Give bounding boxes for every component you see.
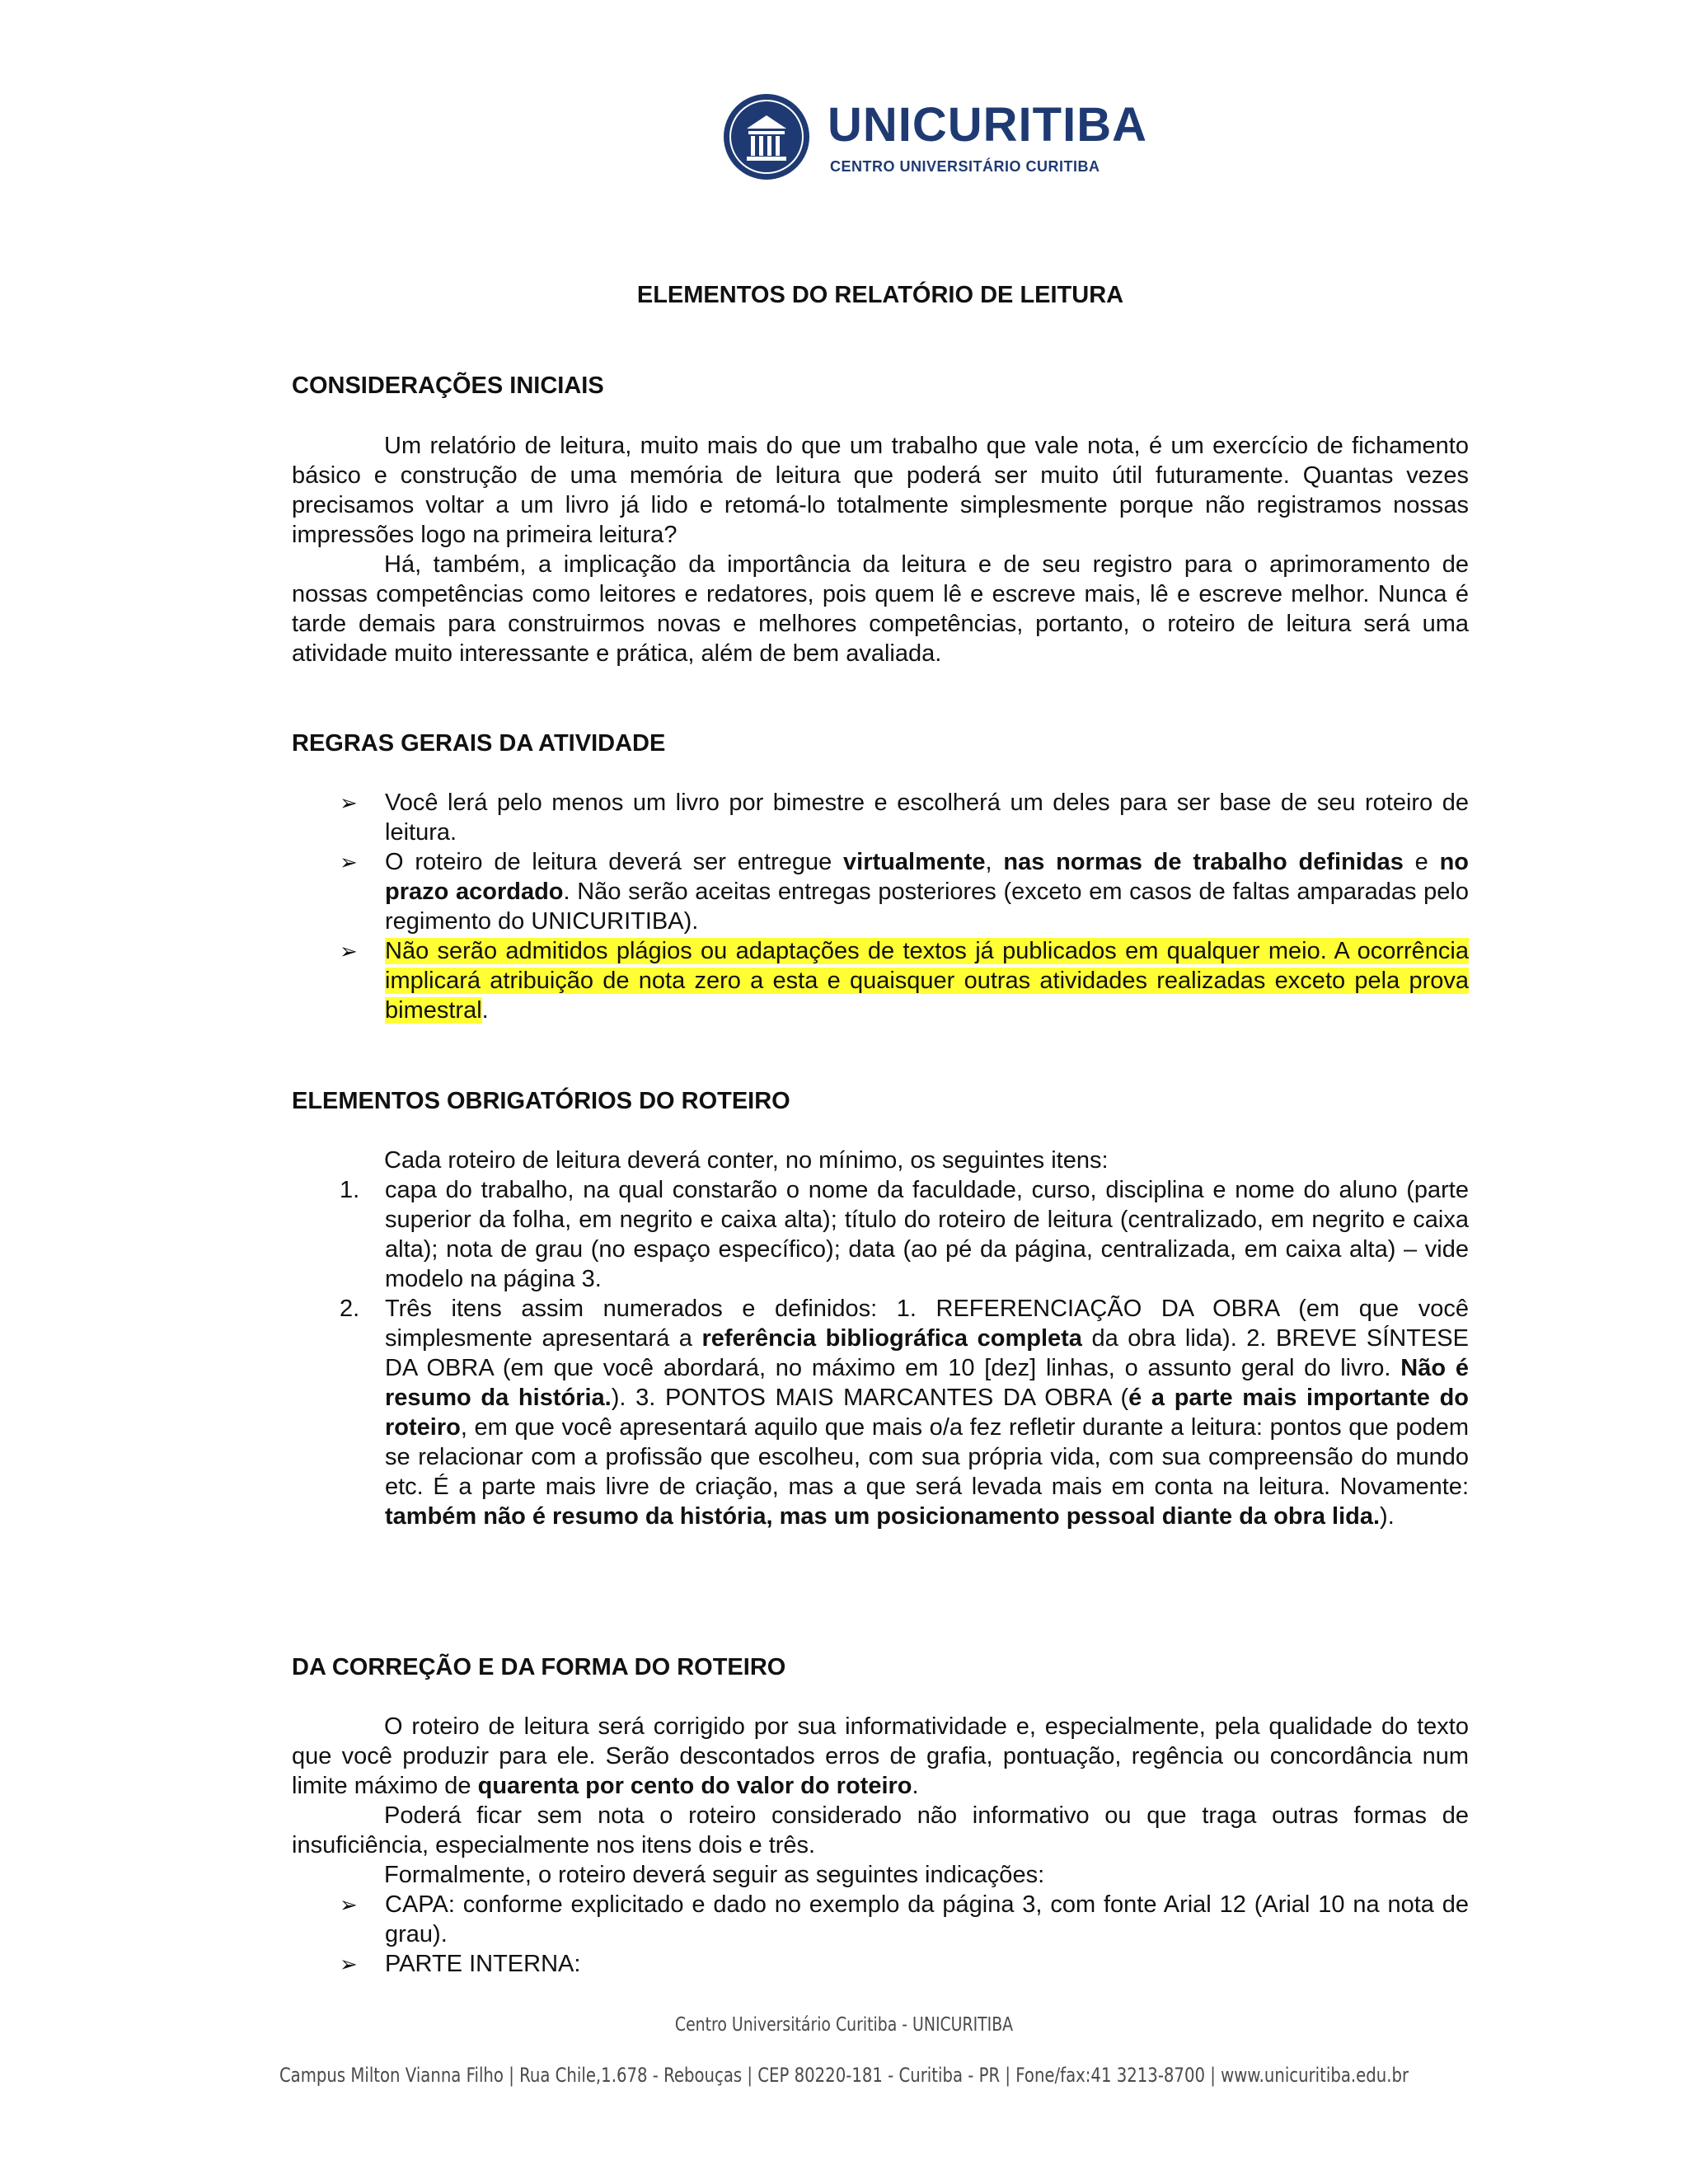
text-run: . Não serão aceitas entregas posteriores (exceto em casos de faltas amparadas pelo regimento do UNICURITIBA).	[385, 879, 1469, 935]
text-run-bold: é a parte mais importante do roteiro	[385, 1385, 1469, 1441]
text-run: e	[1403, 849, 1440, 875]
text-run: ).	[1380, 1503, 1395, 1530]
text-run: ). 3. PONTOS MAIS MARCANTES DA OBRA (	[611, 1385, 1129, 1411]
format-list	[292, 1890, 1469, 1979]
section-heading-consideracoes: CONSIDERAÇÕES INICIAIS	[292, 373, 604, 399]
list-item	[292, 1294, 1469, 1531]
list-item	[292, 1175, 1469, 1294]
text-run: O roteiro de leitura será corrigido por sua informatividade e, especialmente, pela qualidade do texto que você produzir para ele. Serão descontados erros de grafia, pontuação, regência ou concordância num limite máximo de	[292, 1713, 1469, 1799]
text-run: da obra lida). 2. BREVE SÍNTESE DA OBRA (em que você abordará, no máximo em 10 [dez] linhas, o assunto geral do livro.	[385, 1325, 1469, 1381]
text-run-bold: também não é resumo da história, mas um posicionamento pessoal diante da obra lida.	[385, 1503, 1381, 1530]
paragraph-text: Um relatório de leitura, muito mais do que um trabalho que vale nota, é um exercício de fichamento básico e construção de uma memória de leitura que poderá ser muito útil futuramente. Quantas vezes precisamos voltar a um livro já lido e retomá-lo totalmente simplesmente porque não registramos nossas impressões logo na primeira leitura?	[292, 433, 1469, 548]
text-run-bold: quarenta por cento do valor do roteiro	[477, 1773, 912, 1799]
list-number: 1.	[340, 1177, 360, 1203]
list-item	[292, 847, 1469, 936]
section-heading-elementos: ELEMENTOS OBRIGATÓRIOS DO ROTEIRO	[292, 1088, 790, 1114]
list-item	[292, 1949, 1469, 1979]
text-run-bold: Não é resumo da história.	[385, 1355, 1469, 1411]
arrow-bullet-icon: ➢	[340, 1952, 358, 1976]
logo-wordmark	[828, 98, 1147, 152]
logo-wordmark-part2: CURITIBA	[912, 98, 1147, 152]
text-run-bold: referência bibliográfica completa	[701, 1325, 1082, 1352]
text-run: Três itens assim numerados e definidos: 1. REFERENCIAÇÃO DA OBRA (em que você simplesmente apresentará a	[385, 1296, 1469, 1352]
document-title: ELEMENTOS DO RELATÓRIO DE LEITURA	[636, 282, 1124, 308]
footer-address: Campus Milton Vianna Filho | Rua Chile,1.678 - Rebouças | CEP 80220-181 - Curitiba - PR | Fone/fax:41 3213-8700 | www.unicuritiba.edu.br	[279, 2064, 1409, 2087]
paragraph	[292, 550, 1469, 668]
footer-institution: Centro Universitário Curitiba - UNICURITIBA	[674, 2014, 1014, 2036]
arrow-bullet-icon: ➢	[340, 790, 358, 815]
rules-list	[292, 788, 1469, 1025]
section-heading-correcao: DA CORREÇÃO E DA FORMA DO ROTEIRO	[292, 1654, 786, 1680]
paragraph	[292, 1801, 1469, 1860]
text-run-bold: nas normas de trabalho definidas	[1003, 849, 1404, 875]
list-number: 2.	[340, 1296, 360, 1322]
building-columns-icon	[722, 92, 811, 181]
list-item-text: capa do trabalho, na qual constarão o nome da faculdade, curso, disciplina e nome do aluno (parte superior da folha, em negrito e caixa alta); título do roteiro de leitura (centralizado, em negrito e caixa alta); nota de grau (no espaço específico); data (ao pé da página, centralizada, em caixa alta) – vide modelo na página 3.	[385, 1177, 1469, 1292]
logo-subtitle: CENTRO UNIVERSITÁRIO CURITIBA	[830, 158, 1100, 175]
list-item-text: CAPA: conforme explicitado e dado no exemplo da página 3, com fonte Arial 12 (Arial 10 na nota de grau).	[385, 1891, 1469, 1947]
list-item	[292, 936, 1469, 1025]
paragraph-text: Há, também, a implicação da importância da leitura e de seu registro para o aprimoramento de nossas competências como leitores e redatores, pois quem lê e escreve mais, lê e escreve melhor. Nunca é tarde demais para construirmos novas e melhores competências, portanto, o roteiro de leitura será uma atividade muito interessante e prática, além de bem avaliada.	[292, 551, 1469, 667]
text-run: ,	[985, 849, 1004, 875]
paragraph-intro: Cada roteiro de leitura deverá conter, no mínimo, os seguintes itens:	[384, 1147, 1109, 1174]
arrow-bullet-icon: ➢	[340, 939, 358, 963]
text-run: .	[481, 997, 489, 1024]
text-run-bold: no prazo acordado	[385, 849, 1469, 905]
paragraph	[292, 1712, 1469, 1801]
logo-wordmark-part1: UNI	[828, 98, 912, 152]
text-run-bold: virtualmente	[843, 849, 986, 875]
paragraph	[292, 431, 1469, 550]
text-run: .	[912, 1773, 919, 1799]
section-heading-regras: REGRAS GERAIS DA ATIVIDADE	[292, 730, 666, 757]
highlighted-warning-text: Não serão admitidos plágios ou adaptações de textos já publicados em qualquer meio. A ocorrência implicará atribuição de nota zero a esta e quaisquer outras atividades realizadas exceto pela prova bimestral	[385, 938, 1469, 1024]
paragraph-text: Poderá ficar sem nota o roteiro considerado não informativo ou que traga outras formas de insuficiência, especialmente nos itens dois e três.	[292, 1802, 1469, 1858]
list-item-text: Você lerá pelo menos um livro por bimestre e escolherá um deles para ser base de seu roteiro de leitura.	[385, 790, 1469, 846]
list-item	[292, 1890, 1469, 1949]
text-run: O roteiro de leitura deverá ser entregue	[385, 849, 844, 875]
arrow-bullet-icon: ➢	[340, 1892, 358, 1917]
required-elements-list	[292, 1175, 1469, 1531]
list-item	[292, 788, 1469, 847]
list-item-text: PARTE INTERNA:	[385, 1951, 581, 1977]
paragraph	[292, 1860, 1469, 1890]
arrow-bullet-icon: ➢	[340, 850, 358, 874]
paragraph-text: Formalmente, o roteiro deverá seguir as seguintes indicações:	[384, 1862, 1045, 1888]
institution-logo	[722, 92, 1147, 188]
text-run: , em que você apresentará aquilo que mais o/a fez refletir durante a leitura: pontos que podem se relacionar com a profissão que escolheu, com sua própria vida, com sua compreensão do mundo etc. É a parte mais livre de criação, mas a que será levada mais em conta na leitura. Novamente:	[385, 1414, 1469, 1500]
